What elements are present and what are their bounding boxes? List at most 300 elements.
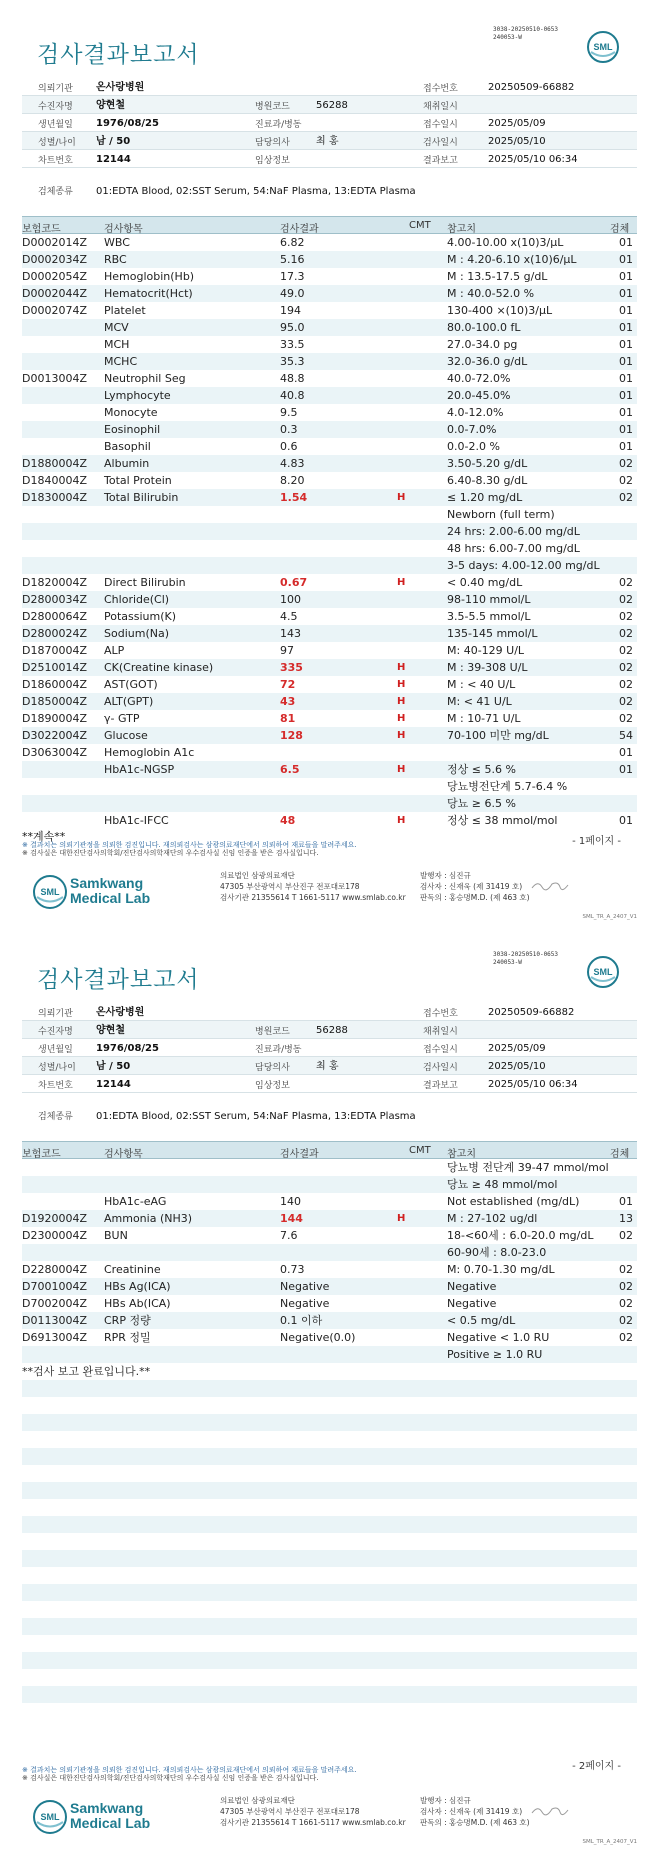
- cell-item: Ammonia (NH3): [104, 1212, 193, 1225]
- cell-code: D2510014Z: [22, 661, 87, 674]
- cell-item: Total Protein: [104, 474, 172, 487]
- test-date-value: 2025/05/10: [488, 1061, 546, 1072]
- cell-code: D1920004Z: [22, 1212, 87, 1225]
- footer-contact: 검사기관 21355614 T 1661-5117 www.smlab.co.kr: [220, 893, 406, 902]
- table-row: [22, 285, 637, 302]
- brand-line-2: Medical Lab: [70, 1815, 151, 1831]
- hospital-code-label: 병원코드: [255, 102, 290, 112]
- cell-ref: 3-5 days: 4.00-12.00 mg/dL: [447, 559, 600, 572]
- table-row: [22, 438, 637, 455]
- cell-specimen: 02: [619, 627, 633, 640]
- footer-org: 의료법인 삼광의료재단: [220, 871, 295, 880]
- cell-code: D7002004Z: [22, 1297, 87, 1310]
- cell-code: D1870004Z: [22, 644, 87, 657]
- header-specimen: 검체: [610, 224, 630, 235]
- cell-result: 143: [280, 627, 301, 640]
- cell-result: 335: [280, 661, 303, 674]
- cell-specimen: 02: [619, 712, 633, 725]
- table-row: [22, 1278, 637, 1295]
- blank-row: [22, 1686, 637, 1703]
- footer-brand: [70, 1801, 150, 1831]
- cell-specimen: 01: [619, 763, 633, 776]
- blank-row: [22, 1550, 637, 1567]
- footer-address-line: 47305 부산광역시 부산진구 전포대로178: [220, 1807, 360, 1816]
- report-value: 2025/05/10 06:34: [488, 154, 578, 165]
- sml-footer-logo-icon: [32, 874, 68, 910]
- table-row: [22, 693, 637, 710]
- table-row: [22, 370, 637, 387]
- issuer-label: 발행자 :: [420, 871, 447, 880]
- header-row-4: [22, 132, 637, 150]
- report-complete-text: **검사 보고 완료입니다.**: [22, 1365, 151, 1378]
- form-code: SML_TR_A_2407_V1: [582, 914, 637, 920]
- cell-item: Eosinophil: [104, 423, 161, 436]
- cell-ref: 48 hrs: 6.00-7.00 mg/dL: [447, 542, 580, 555]
- receipt-date-label: 접수일시: [423, 1045, 458, 1055]
- blank-row: [22, 1414, 637, 1431]
- sex-age-value: 남 / 50: [96, 136, 131, 147]
- cell-item: Creatinine: [104, 1263, 161, 1276]
- cell-ref: M : 13.5-17.5 g/dL: [447, 270, 548, 283]
- cell-result: 48.8: [280, 372, 305, 385]
- specimen-label: 검체종류: [38, 187, 73, 197]
- results-table-page2: [22, 1141, 637, 1703]
- header-row-1: [22, 78, 637, 96]
- cell-code: D2300004Z: [22, 1229, 87, 1242]
- cell-flag: H: [397, 815, 406, 826]
- cell-specimen: 02: [619, 491, 633, 504]
- test-date-label: 검사일시: [423, 138, 458, 148]
- receipt-date-value: 2025/05/09: [488, 1043, 546, 1054]
- cell-ref: M: 0.70-1.30 mg/dL: [447, 1263, 555, 1276]
- doc-number-line1: 3038-20250510-0653: [493, 951, 559, 958]
- doctor-value: 최 홍: [316, 136, 339, 147]
- cell-code: D1840004Z: [22, 474, 87, 487]
- cell-item: Hemoglobin A1c: [104, 746, 195, 759]
- header-item: 검사항목: [104, 1149, 143, 1160]
- reader-value: 홍승명M.D. (제 463 호): [449, 893, 530, 902]
- header-row-5: [22, 150, 637, 168]
- specimen-label: 검체종류: [38, 1112, 73, 1122]
- cell-item: HBs Ab(ICA): [104, 1297, 171, 1310]
- cell-item: ALT(GPT): [104, 695, 154, 708]
- cell-result: 40.8: [280, 389, 305, 402]
- cell-item: HbA1c-IFCC: [104, 814, 169, 827]
- cell-result: 81: [280, 712, 296, 725]
- table-row: [22, 251, 637, 268]
- cell-item: HbA1c-NGSP: [104, 763, 175, 776]
- cell-code: D0002034Z: [22, 253, 87, 266]
- cell-item: Lymphocyte: [104, 389, 171, 402]
- results-table-page1: [22, 216, 637, 829]
- cell-item: RBC: [104, 253, 127, 266]
- client-label: 의뢰기관: [38, 84, 73, 94]
- cell-result: Negative(0.0): [280, 1331, 356, 1344]
- cell-specimen: 01: [619, 270, 633, 283]
- cell-result: 4.5: [280, 610, 298, 623]
- cell-ref: Negative < 1.0 RU: [447, 1331, 550, 1344]
- sml-logo-icon: [586, 955, 620, 989]
- doc-number-line1: 3038-20250510-0653: [493, 26, 559, 33]
- cell-result: 140: [280, 1195, 301, 1208]
- cell-ref: Negative: [447, 1280, 497, 1293]
- page-number-1: - 1페이지 -: [572, 836, 621, 847]
- cell-item: Chloride(Cl): [104, 593, 170, 606]
- footer-signatures: [420, 870, 530, 903]
- note-line-1: ※ 결과치는 의뢰기관정을 의뢰한 검진입니다. 재의뢰검사는 삼광의료재단에서 의뢰하여 재료들을 말려주세요.: [22, 841, 357, 849]
- cell-specimen: 01: [619, 236, 633, 249]
- table-row: [22, 710, 637, 727]
- cell-specimen: 02: [619, 678, 633, 691]
- cell-ref: 3.5-5.5 mmol/L: [447, 610, 531, 623]
- cell-code: D6913004Z: [22, 1331, 87, 1344]
- cell-result: 0.6: [280, 440, 298, 453]
- cell-ref: M : 4.20-6.10 x(10)6/μL: [447, 253, 577, 266]
- cell-item: Glucose: [104, 729, 148, 742]
- header-row-1: [22, 1003, 637, 1021]
- cell-flag: H: [397, 764, 406, 775]
- table-row: [22, 336, 637, 353]
- cell-specimen: 02: [619, 644, 633, 657]
- cell-specimen: 02: [619, 1314, 633, 1327]
- table-row: [22, 1227, 637, 1244]
- doc-number-line2: 240053-W: [493, 959, 522, 966]
- cell-code: D1830004Z: [22, 491, 87, 504]
- blank-row: [22, 1652, 637, 1669]
- document-number: [493, 951, 558, 967]
- cell-specimen: 02: [619, 576, 633, 589]
- cell-result: 1.54: [280, 491, 308, 504]
- cell-specimen: 01: [619, 287, 633, 300]
- receipt-no-value: 20250509-66882: [488, 1007, 575, 1018]
- cell-specimen: 01: [619, 440, 633, 453]
- blank-row: [22, 1516, 637, 1533]
- header-row-5: [22, 1075, 637, 1093]
- blank-row: [22, 1482, 637, 1499]
- footer-address-line: 47305 부산광역시 부산진구 전포대로178: [220, 882, 360, 891]
- receipt-no-value: 20250509-66882: [488, 82, 575, 93]
- tester-label: 검사자 :: [420, 1807, 447, 1816]
- cell-specimen: 01: [619, 338, 633, 351]
- cell-code: D1880004Z: [22, 457, 87, 470]
- cell-ref: 24 hrs: 2.00-6.00 mg/dL: [447, 525, 580, 538]
- footer-address: [220, 1795, 406, 1828]
- table-body-page2: [22, 1159, 637, 1363]
- cell-code: D0002014Z: [22, 236, 87, 249]
- cell-item: MCV: [104, 321, 129, 334]
- footer-org: 의료법인 삼광의료재단: [220, 1796, 295, 1805]
- cell-ref: M : 39-308 U/L: [447, 661, 528, 674]
- blank-row: [22, 1669, 637, 1686]
- cell-ref: 당뇨병전단계 5.7-6.4 %: [447, 780, 568, 793]
- table-row: [22, 404, 637, 421]
- header-row-2: [22, 96, 637, 114]
- cell-specimen: 01: [619, 406, 633, 419]
- cell-flag: H: [397, 696, 406, 707]
- doctor-label: 담당의사: [255, 138, 290, 148]
- cell-ref: 당뇨병 전단계 39-47 mmol/mol: [447, 1161, 609, 1174]
- cell-result: 7.6: [280, 1229, 298, 1242]
- cell-result: 17.3: [280, 270, 305, 283]
- patient-value: 양현철: [96, 1025, 125, 1036]
- cell-flag: H: [397, 662, 406, 673]
- cell-specimen: 02: [619, 1229, 633, 1242]
- cell-code: D0013004Z: [22, 372, 87, 385]
- cell-ref: 80.0-100.0 fL: [447, 321, 521, 334]
- table-row: [22, 1210, 637, 1227]
- patient-header: [22, 1003, 637, 1093]
- cell-item: ALP: [104, 644, 125, 657]
- cell-code: D0113004Z: [22, 1314, 87, 1327]
- issuer-value: 심진규: [449, 1796, 471, 1805]
- cell-ref: 정상 ≤ 38 mmol/mol: [447, 814, 558, 827]
- header-row-2: [22, 1021, 637, 1039]
- tester-label: 검사자 :: [420, 882, 447, 891]
- cell-result: 100: [280, 593, 301, 606]
- birth-value: 1976/08/25: [96, 1043, 159, 1054]
- footer-contact: 검사기관 21355614 T 1661-5117 www.smlab.co.kr: [220, 1818, 406, 1827]
- table-row: [22, 659, 637, 676]
- cell-item: MCH: [104, 338, 130, 351]
- cell-code: D0002074Z: [22, 304, 87, 317]
- blank-row: [22, 1397, 637, 1414]
- header-code: 보험코드: [22, 1149, 61, 1160]
- blank-row: [22, 1465, 637, 1482]
- continued-marker: **계속**: [22, 830, 66, 843]
- cell-item: Total Bilirubin: [104, 491, 179, 504]
- birth-label: 생년월일: [38, 120, 73, 130]
- collect-date-label: 채취일시: [423, 102, 458, 112]
- cell-ref: M : 27-102 ug/dl: [447, 1212, 538, 1225]
- report-title: 검사결과보고서: [37, 967, 200, 993]
- cell-specimen: 01: [619, 1195, 633, 1208]
- cell-ref: 135-145 mmol/L: [447, 627, 538, 640]
- cell-specimen: 02: [619, 1280, 633, 1293]
- cell-code: D1820004Z: [22, 576, 87, 589]
- cell-result: 49.0: [280, 287, 305, 300]
- header-row-3: [22, 1039, 637, 1057]
- table-row: [22, 744, 637, 761]
- cell-ref: 당뇨 ≥ 6.5 %: [447, 797, 516, 810]
- cell-result: 0.1 이하: [280, 1314, 323, 1327]
- table-row: [22, 421, 637, 438]
- cell-item: Monocyte: [104, 406, 158, 419]
- cell-specimen: 02: [619, 695, 633, 708]
- patient-label: 수진자명: [38, 102, 73, 112]
- note-line-1: ※ 결과치는 의뢰기관정을 의뢰한 검진입니다. 재의뢰검사는 삼광의료재단에서 의뢰하여 재료들을 말려주세요.: [22, 1766, 357, 1774]
- cell-specimen: 01: [619, 355, 633, 368]
- hospital-code-value: 56288: [316, 100, 348, 111]
- cell-result: 6.82: [280, 236, 305, 249]
- cell-ref: M: < 41 U/L: [447, 695, 512, 708]
- cell-ref: 0.0-7.0%: [447, 423, 497, 436]
- hospital-code-value: 56288: [316, 1025, 348, 1036]
- footer-page1: [22, 860, 637, 920]
- report-title: 검사결과보고서: [37, 42, 200, 68]
- sml-logo-icon: [586, 30, 620, 64]
- cell-code: D2800064Z: [22, 610, 87, 623]
- cell-ref: M : < 40 U/L: [447, 678, 516, 691]
- cell-ref: 60-90세 : 8.0-23.0: [447, 1246, 547, 1259]
- signature-icon: [530, 878, 570, 892]
- cell-item: BUN: [104, 1229, 128, 1242]
- cell-result: 43: [280, 695, 296, 708]
- cell-item: HbA1c-eAG: [104, 1195, 167, 1208]
- table-row: [22, 268, 637, 285]
- cell-result: 8.20: [280, 474, 305, 487]
- table-row: [22, 557, 637, 574]
- cell-result: Negative: [280, 1297, 330, 1310]
- test-date-value: 2025/05/10: [488, 136, 546, 147]
- cell-code: D0002044Z: [22, 287, 87, 300]
- blank-row: [22, 1448, 637, 1465]
- document-number: [493, 26, 558, 42]
- table-row: [22, 1312, 637, 1329]
- clinical-label: 임상정보: [255, 1081, 290, 1091]
- cell-result: 6.5: [280, 763, 300, 776]
- cell-ref: M: 40-129 U/L: [447, 644, 525, 657]
- report-complete-row: [22, 1363, 637, 1380]
- table-row: [22, 1346, 637, 1363]
- table-row: [22, 1244, 637, 1261]
- cell-result: Negative: [280, 1280, 330, 1293]
- cell-item: AST(GOT): [104, 678, 158, 691]
- page-number-2: - 2페이지 -: [572, 1761, 621, 1772]
- cell-specimen: 02: [619, 1263, 633, 1276]
- sex-age-value: 남 / 50: [96, 1061, 131, 1072]
- form-code: SML_TR_A_2407_V1: [582, 1839, 637, 1845]
- specimen-value: 01:EDTA Blood, 02:SST Serum, 54:NaF Plasma, 13:EDTA Plasma: [96, 1111, 416, 1122]
- header-result: 검사결과: [280, 224, 319, 235]
- cell-code: D2800024Z: [22, 627, 87, 640]
- blank-row: [22, 1499, 637, 1516]
- table-row: [22, 812, 637, 829]
- cell-item: Albumin: [104, 457, 150, 470]
- cell-flag: H: [397, 492, 406, 503]
- table-row: [22, 1261, 637, 1278]
- cell-ref: 20.0-45.0%: [447, 389, 511, 402]
- cell-result: 0.3: [280, 423, 298, 436]
- tester-value: 신재욱 (제 31419 호): [449, 1807, 523, 1816]
- table-row: [22, 455, 637, 472]
- cell-result: 0.73: [280, 1263, 305, 1276]
- cell-result: 128: [280, 729, 303, 742]
- footer-address: [220, 870, 406, 903]
- cell-specimen: 54: [619, 729, 633, 742]
- cell-item: CK(Creatine kinase): [104, 661, 214, 674]
- birth-label: 생년월일: [38, 1045, 73, 1055]
- cell-item: CRP 정량: [104, 1314, 151, 1327]
- table-header: [22, 1141, 637, 1159]
- header-ref: 참고치: [447, 1149, 476, 1160]
- cell-ref: M : 40.0-52.0 %: [447, 287, 535, 300]
- cell-ref: Newborn (full term): [447, 508, 555, 521]
- report-label: 결과보고: [423, 156, 458, 166]
- table-row: [22, 574, 637, 591]
- sex-age-label: 성별/나이: [38, 1063, 76, 1073]
- cell-specimen: 01: [619, 253, 633, 266]
- cell-specimen: 02: [619, 474, 633, 487]
- cell-ref: 4.0-12.0%: [447, 406, 504, 419]
- table-row: [22, 727, 637, 744]
- table-row: [22, 506, 637, 523]
- cell-item: Potassium(K): [104, 610, 177, 623]
- cell-result: 9.5: [280, 406, 298, 419]
- header-specimen: 검체: [610, 1149, 630, 1160]
- table-row: [22, 523, 637, 540]
- cell-item: Sodium(Na): [104, 627, 169, 640]
- cell-item: Basophil: [104, 440, 151, 453]
- cell-flag: H: [397, 730, 406, 741]
- cell-ref: 3.50-5.20 g/dL: [447, 457, 528, 470]
- cell-result: 5.16: [280, 253, 305, 266]
- header-row-3: [22, 114, 637, 132]
- cell-item: Direct Bilirubin: [104, 576, 186, 589]
- receipt-date-label: 접수일시: [423, 120, 458, 130]
- test-date-label: 검사일시: [423, 1063, 458, 1073]
- cell-code: D1850004Z: [22, 695, 87, 708]
- cell-flag: H: [397, 713, 406, 724]
- sml-footer-logo-icon: [32, 1799, 68, 1835]
- logo-text: SML: [593, 42, 613, 52]
- reader-label: 판독의 :: [420, 893, 447, 902]
- client-label: 의뢰기관: [38, 1009, 73, 1019]
- cell-ref: 27.0-34.0 pg: [447, 338, 518, 351]
- header-cmt: CMT: [409, 1145, 431, 1156]
- cell-ref: 0.0-2.0 %: [447, 440, 500, 453]
- blank-row: [22, 1635, 637, 1652]
- table-row: [22, 1295, 637, 1312]
- cell-code: D2800034Z: [22, 593, 87, 606]
- table-body-page1: [22, 234, 637, 829]
- doctor-label: 담당의사: [255, 1063, 290, 1073]
- birth-value: 1976/08/25: [96, 118, 159, 129]
- cell-ref: 98-110 mmol/L: [447, 593, 531, 606]
- cell-ref: 정상 ≤ 5.6 %: [447, 763, 516, 776]
- tester-value: 신재욱 (제 31419 호): [449, 882, 523, 891]
- cell-specimen: 02: [619, 610, 633, 623]
- cell-specimen: 01: [619, 746, 633, 759]
- blank-row: [22, 1618, 637, 1635]
- cell-result: 0.67: [280, 576, 308, 589]
- cell-specimen: 02: [619, 1297, 633, 1310]
- cell-code: D0002054Z: [22, 270, 87, 283]
- hospital-code-label: 병원코드: [255, 1027, 290, 1037]
- brand-line-1: Samkwang: [70, 1800, 144, 1816]
- table-row: [22, 489, 637, 506]
- blank-row: [22, 1601, 637, 1618]
- table-row: [22, 642, 637, 659]
- cell-item: RPR 정밀: [104, 1331, 151, 1344]
- header-code: 보험코드: [22, 224, 61, 235]
- issuer-label: 발행자 :: [420, 1796, 447, 1805]
- header-result: 검사결과: [280, 1149, 319, 1160]
- cell-ref: 32.0-36.0 g/dL: [447, 355, 528, 368]
- header-ref: 참고치: [447, 224, 476, 235]
- patient-value: 양현철: [96, 100, 125, 111]
- table-row: [22, 1329, 637, 1346]
- dept-label: 진료과/병동: [255, 120, 302, 130]
- receipt-no-label: 접수번호: [423, 1009, 458, 1019]
- brand-line-1: Samkwang: [70, 875, 144, 891]
- cell-ref: 당뇨 ≥ 48 mmol/mol: [447, 1178, 558, 1191]
- cell-item: Hemoglobin(Hb): [104, 270, 195, 283]
- cell-code: D1890004Z: [22, 712, 87, 725]
- reader-value: 홍승명M.D. (제 463 호): [449, 1818, 530, 1827]
- brand-line-2: Medical Lab: [70, 890, 151, 906]
- logo-text: SML: [593, 967, 613, 977]
- cell-specimen: 01: [619, 321, 633, 334]
